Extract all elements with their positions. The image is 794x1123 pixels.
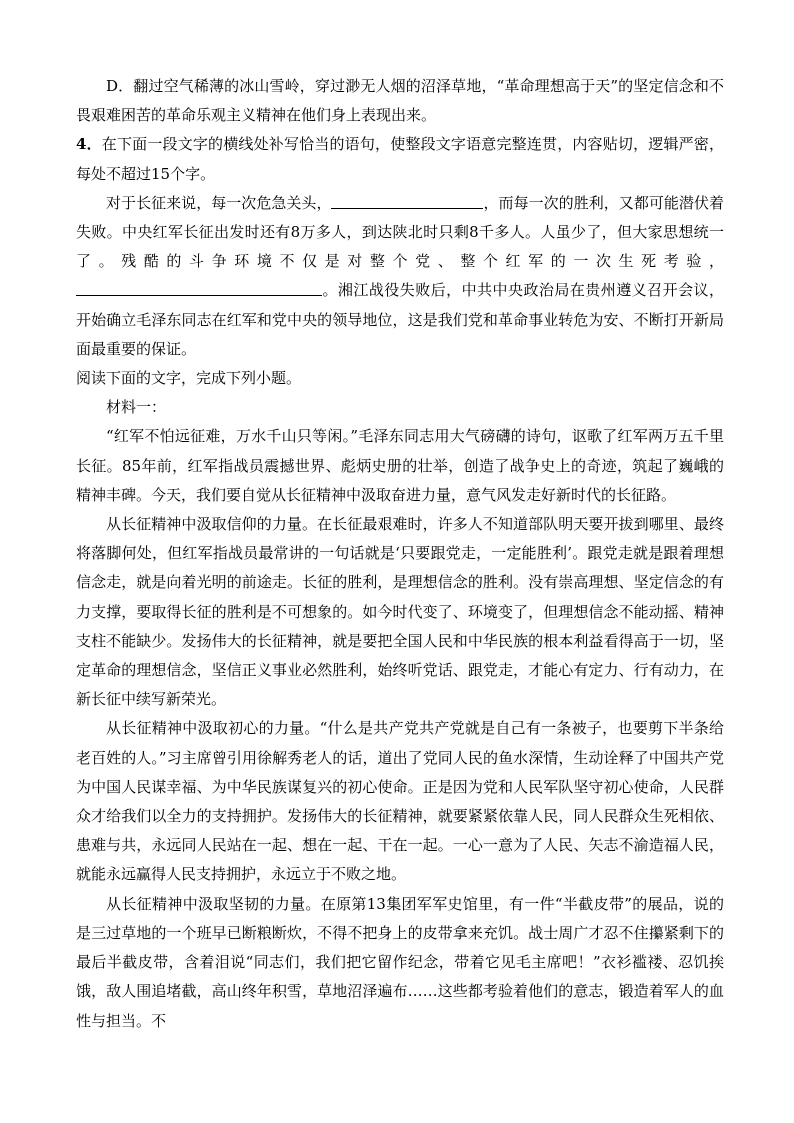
passage-part-3: 。湘江战役失败后，中共中央政治局在贵州遵义召开会议，开始确立毛泽东同志在红军和党中央的领导地位，这是我们党和革命事业转危为安、不断打开新局面最重要的保证。	[76, 281, 724, 358]
question-4-prompt	[76, 130, 724, 188]
question-4-passage	[76, 189, 724, 364]
question-number: 4．	[76, 135, 102, 154]
material-paragraph-1: “红军不怕远征难，万水千山只等闲。”毛泽东同志用大气磅礴的诗句，讴歌了红军两万五千里长征。85年前，红军指战员震撼世界、彪炳史册的壮举，创造了战争史上的奇迹，筑起了巍峨的精神丰碑。今天，我们要自觉从长征精神中汲取奋进力量，意气风发走好新时代的长征路。	[76, 427, 724, 504]
reading-instruction: 阅读下面的文字，完成下列小题。	[76, 369, 302, 388]
material-paragraph-3: 从长征精神中汲取初心的力量。“什么是共产党共产党就是自己有一条被子，也要剪下半条给老百姓的人。”习主席曾引用徐解秀老人的话，道出了党同人民的鱼水深情，生动诠释了中国共产党为中国人民谋幸福、为中华民族谋复兴的初心使命。正是因为党和人民军队坚守初心使命，人民群众才给我们以全力的支持拥护。发扬伟大的长征精神，就要紧紧依靠人民，同人民群众生死相依、患难与共，永远同人民站在一起、想在一起、干在一起。一心一意为了人民、矢志不渝造福人民，就能永远赢得人民支持拥护，永远立于不败之地。	[76, 719, 724, 884]
answer-blank-1[interactable]	[331, 193, 483, 209]
passage-part-1: 对于长征来说，每一次危急关头，	[106, 193, 332, 212]
material-label: 材料一：	[106, 398, 167, 417]
material-paragraph-2: 从长征精神中汲取信仰的力量。在长征最艰难时，许多人不知道部队明天要开拔到哪里、最终将落脚何处，但红军指战员最常讲的一句话就是‘只要跟党走，一定能胜利’。跟党走就是跟着理想信念走，就是向着光明的前途走。长征的胜利，是理想信念的胜利。没有崇高理想、坚定信念的有力支撑，要取得长征的胜利是不可想象的。如今时代变了、环境变了，但理想信念不能动摇、精神支柱不能缺少。发扬伟大的长征精神，就是要把全国人民和中华民族的根本利益看得高于一切，坚定革命的理想信念，坚信正义事业必然胜利，始终听党话、跟党走，才能心有定力、行有动力，在新长征中续写新荣光。	[76, 515, 724, 709]
answer-blank-2[interactable]	[76, 280, 322, 296]
option-d-text: D．翻过空气稀薄的冰山雪岭，穿过渺无人烟的沼泽草地，“革命理想高于天”的坚定信念和不畏艰难困苦的革命乐观主义精神在他们身上表现出来。	[76, 77, 724, 125]
material-paragraph-4: 从长征精神中汲取坚韧的力量。在原第13集团军军史馆里，有一件“半截皮带”的展品，说的是三过草地的一个班早已断粮断炊，不得不把身上的皮带拿来充饥。战士周广才忍不住攥紧剩下的最后半截皮带，含着泪说“同志们，我们把它留作纪念，带着它见毛主席吧！”衣衫褴褛、忍饥挨饿，敌人围追堵截，高山终年积雪，草地沼泽遍布……这些都考验着他们的意志，锻造着军人的血性与担当。不	[76, 894, 724, 1030]
document-page	[76, 72, 724, 1036]
question-prompt-text: 在下面一段文字的横线处补写恰当的语句，使整段文字语意完整连贯，内容贴切，逻辑严密，每处不超过15个字。	[76, 135, 724, 183]
passage-part-2: ，而每一次的胜利，又都可能潜伏着失败。中央红军长征出发时还有8万多人，到达陕北时只剩8千多人。人虽少了，但大家思想统一了。残酷的斗争环境不仅是对整个党、整个红军的一次生死考验，	[76, 193, 724, 271]
